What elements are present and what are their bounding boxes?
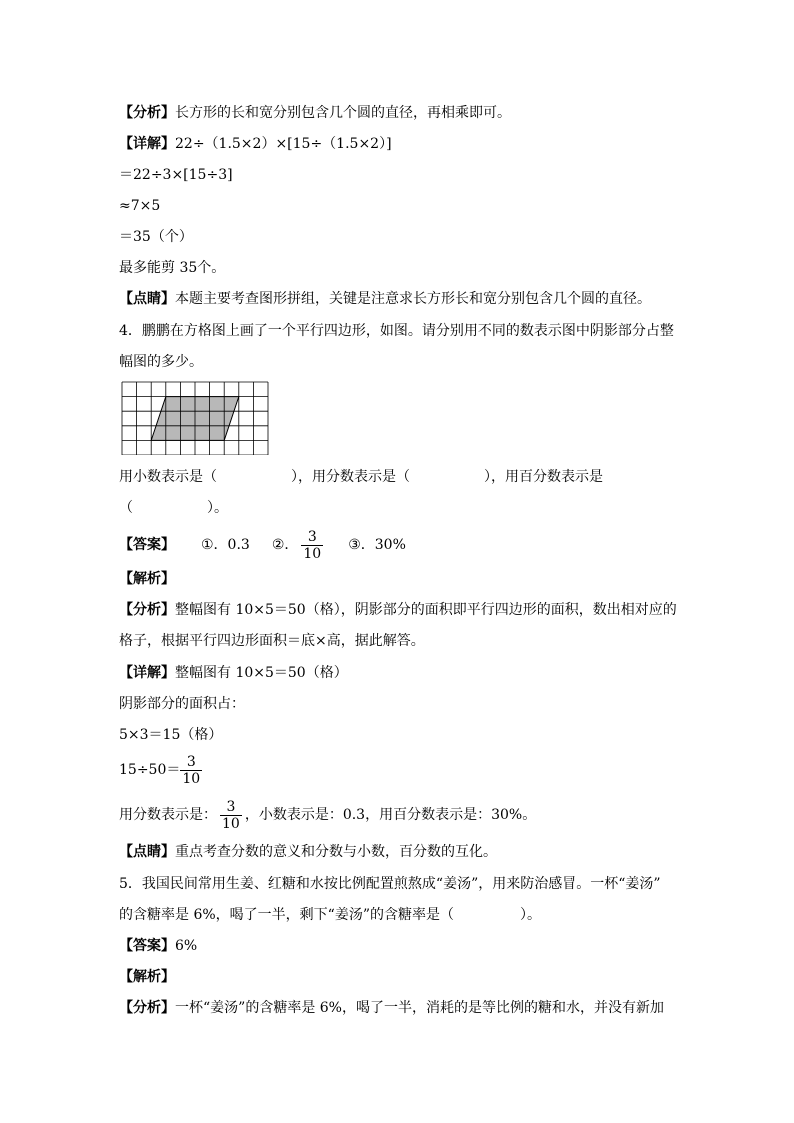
answer-tag: 【答案】 bbox=[119, 537, 175, 553]
fraction-denominator: 10 bbox=[222, 815, 240, 832]
q4-detail-line-2: 阴影部分的面积占： bbox=[119, 696, 245, 712]
q4-detail-line-5 bbox=[119, 795, 536, 835]
q4-detail-line-4 bbox=[119, 750, 205, 790]
analysis-tag: 【分析】 bbox=[119, 105, 175, 121]
analysis-tag: 【分析】 bbox=[119, 1000, 175, 1016]
fraction-denominator: 10 bbox=[182, 770, 201, 787]
tip-tag: 【点睛】 bbox=[119, 844, 175, 860]
q4-stem-line-2: 幅图的多少。 bbox=[119, 354, 203, 370]
q3-detail-formula: 22÷（1.5×2）×[15÷（1.5×2）] bbox=[175, 136, 392, 152]
fraction-numerator: 3 bbox=[226, 798, 236, 815]
q4-answer-percent: ③．30% bbox=[348, 537, 406, 553]
q4-fill-percent-label: ），用百分数表示是 bbox=[484, 469, 603, 485]
q5-answer-line bbox=[119, 937, 197, 955]
q4-fill-open-paren: （ bbox=[119, 500, 133, 516]
q4-stem-line-1: 4．鹏鹏在方格图上画了一个平行四边形，如图。请分别用不同的数表示图中阴影部分占整 bbox=[119, 323, 674, 339]
q4-analysis-line-2: 格子，根据平行四边形面积＝底×高，据此解答。 bbox=[119, 633, 425, 649]
q4-tip-line bbox=[119, 843, 497, 861]
q3-detail-line bbox=[119, 135, 392, 153]
q4-detail-text: 整幅图有 10×5＝50（格） bbox=[175, 665, 348, 681]
q3-tip-text: 本题主要考查图形拼组，关键是注意求长方形长和宽分别包含几个圆的直径。 bbox=[175, 291, 651, 307]
q5-analysis-line bbox=[119, 999, 664, 1017]
answer-tag: 【答案】 bbox=[119, 938, 175, 954]
fraction-numerator: 3 bbox=[186, 753, 196, 770]
q4-detail-line-3: 5×3＝15（格） bbox=[119, 727, 223, 743]
q4-fill-close-paren: ）。 bbox=[207, 500, 228, 516]
q5-analysis-text: 一杯“姜汤”的含糖率是 6%，喝了一半，消耗的是等比例的糖和水，并没有新加 bbox=[175, 1000, 664, 1016]
fraction-numerator: 3 bbox=[307, 528, 317, 545]
tip-tag: 【点睛】 bbox=[119, 291, 175, 307]
q3-detail-step-2: ＝22÷3×[15÷3] bbox=[119, 167, 233, 183]
q3-detail-step-4: ＝35（个） bbox=[119, 229, 193, 245]
q4-answer-line bbox=[119, 528, 406, 562]
q4-fill-line-2 bbox=[119, 499, 228, 517]
q4-explain-tag bbox=[119, 570, 175, 588]
q4-fill-line-1 bbox=[119, 468, 603, 486]
q3-conclusion: 最多能剪 35个。 bbox=[119, 260, 226, 276]
q3-analysis-text: 长方形的长和宽分别包含几个圆的直径，再相乘即可。 bbox=[175, 105, 511, 121]
q4-answer-fraction-label: ②． bbox=[271, 537, 299, 553]
q5-explain-tag bbox=[119, 968, 175, 986]
q4-analysis-text: 整幅图有 10×5＝50（格），阴影部分的面积即平行四边形的面积，数出相对应的 bbox=[175, 602, 677, 618]
explain-tag: 【解析】 bbox=[119, 969, 175, 985]
q4-fill-decimal-label: 用小数表示是（ bbox=[119, 469, 217, 485]
q3-analysis-line bbox=[119, 104, 511, 122]
q3-tip-line bbox=[119, 290, 651, 308]
fraction-denominator: 10 bbox=[303, 545, 322, 562]
q5-answer-value: 6% bbox=[175, 938, 198, 954]
q4-tip-text: 重点考查分数的意义和分数与小数，百分数的互化。 bbox=[175, 844, 497, 860]
analysis-tag: 【分析】 bbox=[119, 602, 175, 618]
parallelogram-grid-figure bbox=[121, 381, 269, 455]
q5-stem-close-paren: ）。 bbox=[519, 907, 541, 923]
q4-fill-fraction-label: ），用分数表示是（ bbox=[291, 469, 410, 485]
q4-answer-fraction bbox=[301, 529, 323, 562]
q4-detail-conclusion: ，小数表示是：0.3，用百分数表示是：30%。 bbox=[244, 807, 537, 823]
q3-detail-step-3: ≈7×5 bbox=[119, 198, 161, 214]
q4-division-fraction bbox=[180, 754, 202, 787]
q4-answer-decimal: ①．0.3 bbox=[201, 537, 250, 553]
q4-detail-fraction bbox=[220, 799, 242, 832]
detail-tag: 【详解】 bbox=[119, 665, 175, 681]
q4-analysis-line-1 bbox=[119, 601, 677, 619]
q4-division-expression: 15÷50＝ bbox=[119, 762, 181, 778]
q5-stem-line-1: 5．我国民间常用生姜、红糖和水按比例配置煎熬成“姜汤”，用来防治感冒。一杯“姜汤” bbox=[119, 876, 661, 892]
detail-tag: 【详解】 bbox=[119, 136, 175, 152]
q4-detail-line-1 bbox=[119, 664, 348, 682]
q5-stem-text: 的含糖率是 6%，喝了一半，剩下“姜汤”的含糖率是（ bbox=[119, 907, 454, 923]
explain-tag: 【解析】 bbox=[119, 571, 175, 587]
q4-fraction-expression-label: 用分数表示是： bbox=[119, 807, 217, 823]
q5-stem-line-2 bbox=[119, 906, 541, 924]
